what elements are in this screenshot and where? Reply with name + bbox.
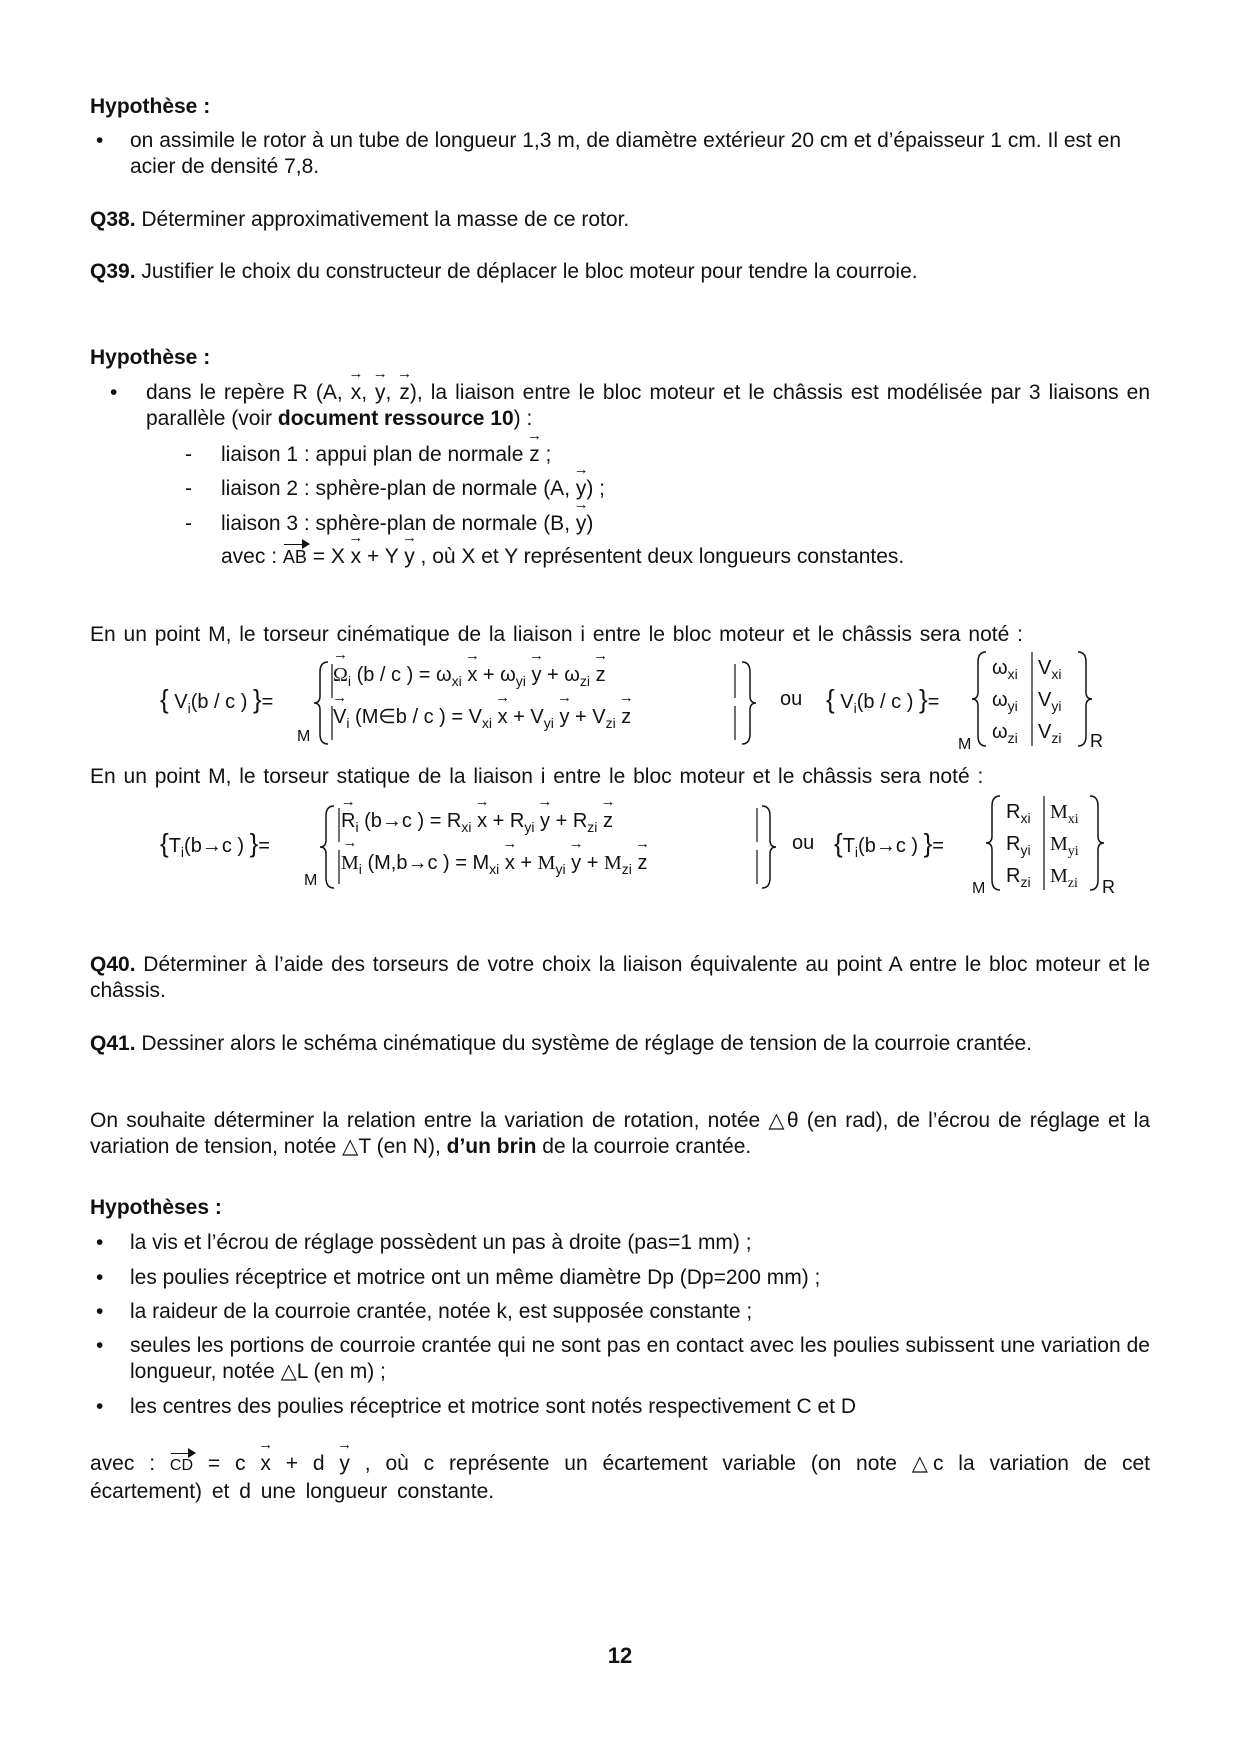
left-brace-icon xyxy=(970,650,990,748)
relation-paragraph: On souhaite déterminer la relation entre la variation de rotation, notée △θ (en rad), de l’écrou de réglage et la variation de tension, notée △T (en N), d’un brin de la courroie crantée. xyxy=(90,1109,1150,1158)
hypothesis-3-bullet-4: • seules les portions de courroie crantée qui ne sont pas en contact avec les poulies subissent une variation de longueur, notée △L (en m) ; xyxy=(96,1334,1150,1383)
ou-label: ou xyxy=(780,688,803,710)
velocity-row: → $V_i$ (M∈b / c ) = $V_{xi} \to x + V_{yi} \to y + V_{zi} \to z$ xyxy=(333,704,631,730)
right-brace-icon xyxy=(738,660,758,746)
kinematic-torsor-intro: En un point M, le torseur cinématique de la liaison i entre le bloc moteur et le châssis sera noté : xyxy=(90,623,1023,646)
hypothesis-3-bullet-2: • les poulies réceptrice et motrice ont un même diamètre Dp (Dp=200 mm) ; xyxy=(96,1266,821,1289)
right-brace-icon xyxy=(758,804,778,890)
force-row: → $R_i$ (b→c ) = $R_{xi} \to x + R_{yi} \to y + R_{zi} \to z$ xyxy=(341,808,613,834)
hypothesis-3-bullet-3: • la raideur de la courroie crantée, notée k, est supposée constante ; xyxy=(96,1300,753,1323)
frame-r-label: R xyxy=(1090,731,1103,751)
document-page: Hypothèse : • on assimile le rotor à un tube de longueur 1,3 m, de diamètre extérieur 20 cm et d’épaisseur 1 cm. Il est en acier de densité 7,8. Q38. Déterminer approximativement la masse de ce rotor. Q39. Justifier le choix du constructeur de déplacer le bloc moteur pour tendre la courroie. Hypothèse : • dans le repère R (A, → x, → y, → z), la liaison entre le bloc moteur et le châssis est modélisée par 3 liaisons en parallèle (voir document ressource 10) : - liaison 1 : appui plan de normale → z ; - liaison 2 : sphère-plan de normale (A, → y) ; - liaison 3 : sphère-plan de normale (B, → y) avec : AB = X → x + Y → y , où X et Y représentent deux longueurs constantes. En un point M, le torseur cinématique de la liaison i entre le bloc moteur et le châssis sera noté : { $V_i(b$ / c ) }= M → $\Omega_i$ (b / c ) = $\omega_{xi} \to x + \omega_{yi} \to y + \omega_{zi} \to z$ → $V_i$ (M∈b / c ) = $V_{xi} \to x + V_{yi} \to y + V_{zi} \to z$ ou { $V_i(b$ / c ) }= M $\omega_{xi}$ $\omega_{yi}$ $\omega_{zi}$ $V_{xi}$ $V_{yi}$ $V_{zi}$ R En un point M, le torseur statique de la liaison i entre le bloc moteur et le châssis sera noté : {$T_i(b\to c$ ) }= M → $R_i$ (b→c ) = $R_{xi} \to x + R_{yi} \to y + R_{zi} \to z$ → $M_i$ (M,b→c ) = $M_{xi} \to x + M_{yi} \to y + M_{zi} \to z$ ou {$T_i(b\to c$ ) }= M $R_{xi}$ $R_{yi}$ $R_{zi}$ $M_{xi}$ $M_{yi}$ $M_{zi}$ R Q40. Déterminer à l’aide des torseurs de votre choix la liaison équivalente au point A entre le bloc moteur et le châssis. Q41. Dessiner alors le schéma cinématique du système de réglage de tension de la courroie crantée. On souhaite déterminer la relation entre la variation de rotation, notée △θ (en rad), de l’écrou de réglage et la variation de tension, notée △T (en N), d’un brin de la courroie crantée. Hypothèses : • la vis et l’écrou de réglage possèdent un pas à droite (pas=1 mm) ; • les poulies réceptrice et motrice ont un même diamètre Dp (Dp=200 mm) ; • la raideur de la courroie crantée, notée k, est supposée constante ; • seules les portions de courroie crantée qui ne sont pas en contact avec les poulies subissent une variation de longueur, notée △L (en m) ; • les centres des poulies réceptrice et motrice sont notés respectivement C et D avec : CD = c → x + d → y , où c représente un écartement variable (on note △c la variation de cet écartement) et d une longueur constante. 12 xyxy=(90,0,1150,1754)
hypothesis-3-bullet-5: • les centres des poulies réceptrice et motrice sont notés respectivement C et D xyxy=(96,1395,856,1418)
torsor-v-right: { $V_i(b$ / c ) }= xyxy=(826,684,940,716)
omega-row: → $\Omega_i$ (b / c ) = $\omega_{xi} \to x + \omega_{yi} \to y + \omega_{zi} \to z$ xyxy=(333,662,606,688)
bullet-icon: • xyxy=(96,1334,104,1357)
omega-column: $\omega_{xi}$ $\omega_{yi}$ $\omega_{zi}$ xyxy=(992,657,1018,746)
static-torsor-intro: En un point M, le torseur statique de la liaison i entre le bloc moteur et le châssis sera noté : xyxy=(90,765,984,788)
question-39: Q39. Justifier le choix du constructeur de déplacer le bloc moteur pour tendre la courroie. xyxy=(90,260,918,283)
left-brace-icon xyxy=(312,660,332,746)
torsor-t-left: {$T_i(b\to c$ ) }= xyxy=(160,828,270,860)
moment-column: $M_{xi}$ $M_{yi}$ $M_{zi}$ xyxy=(1050,801,1079,891)
vector-row-frames xyxy=(330,662,750,744)
velocity-column: $V_{xi}$ $V_{yi}$ $V_{zi}$ xyxy=(1038,657,1062,746)
question-40: Q40. Déterminer à l’aide des torseurs de votre choix la liaison équivalente au point A entre le bloc moteur et le châssis. xyxy=(90,953,1150,1002)
question-38: Q38. Déterminer approximativement la masse de ce rotor. xyxy=(90,208,630,231)
hypothesis-1-title: Hypothèse : xyxy=(90,95,211,118)
avec-ab-line: avec : AB = X → x + Y → y , où X et Y représentent deux longueurs constantes. xyxy=(221,544,904,570)
page-number: 12 xyxy=(607,1643,633,1668)
torsor-v-left: { $V_i(b$ / c ) }= xyxy=(160,684,274,716)
kinematic-torsor-equation xyxy=(90,648,1150,753)
matrix-separator xyxy=(1042,796,1046,890)
hypothesis-2-title: Hypothèse : xyxy=(90,346,211,369)
bullet-icon: • xyxy=(96,1395,104,1418)
frame-r-label: R xyxy=(1102,877,1115,897)
ou-label: ou xyxy=(792,832,815,854)
avec-cd-paragraph: avec : CD = c → x + d → y , où c représente un écartement variable (on note △c la variation de cet écartement) et d une longueur constante. xyxy=(90,1451,1150,1505)
bullet-icon: • xyxy=(96,1266,104,1289)
point-m-label: M xyxy=(958,736,972,753)
point-m-label: M xyxy=(304,872,318,889)
point-m-label: M xyxy=(972,880,986,897)
question-41: Q41. Dessiner alors le schéma cinématique du système de réglage de tension de la courroie crantée. xyxy=(90,1032,1033,1055)
vector-row-frames xyxy=(337,806,771,888)
bullet-icon: • xyxy=(96,1231,104,1254)
moment-row: → $M_i$ (M,b→c ) = $M_{xi} \to x + M_{yi} \to y + M_{zi} \to z$ xyxy=(341,850,647,876)
hypothesis-3-bullet-1: • la vis et l’écrou de réglage possèdent un pas à droite (pas=1 mm) ; xyxy=(96,1231,752,1254)
left-brace-icon xyxy=(318,804,338,890)
bullet-icon: • xyxy=(110,381,118,404)
hypothesis-1-bullet: • on assimile le rotor à un tube de longueur 1,3 m, de diamètre extérieur 20 cm et d’épaisseur 1 cm. Il est en acier de densité 7,8. xyxy=(96,129,1122,178)
bullet-icon: • xyxy=(96,129,104,152)
point-m-label: M xyxy=(297,728,311,745)
matrix-separator xyxy=(1030,652,1034,746)
left-brace-icon xyxy=(984,794,1004,892)
hypothesis-2-bullet: • dans le repère R (A, → x, → y, → z), la liaison entre le bloc moteur et le châssis est modélisée par 3 liaisons en parallèle (voir document ressource 10) : xyxy=(110,380,1150,432)
torsor-t-right: {$T_i(b\to c$ ) }= xyxy=(834,828,944,860)
static-torsor-equation xyxy=(90,792,1150,897)
bullet-icon: • xyxy=(96,1300,104,1323)
force-column: $R_{xi}$ $R_{yi}$ $R_{zi}$ xyxy=(1006,801,1031,890)
hypothesis-3-title: Hypothèses : xyxy=(90,1196,222,1219)
